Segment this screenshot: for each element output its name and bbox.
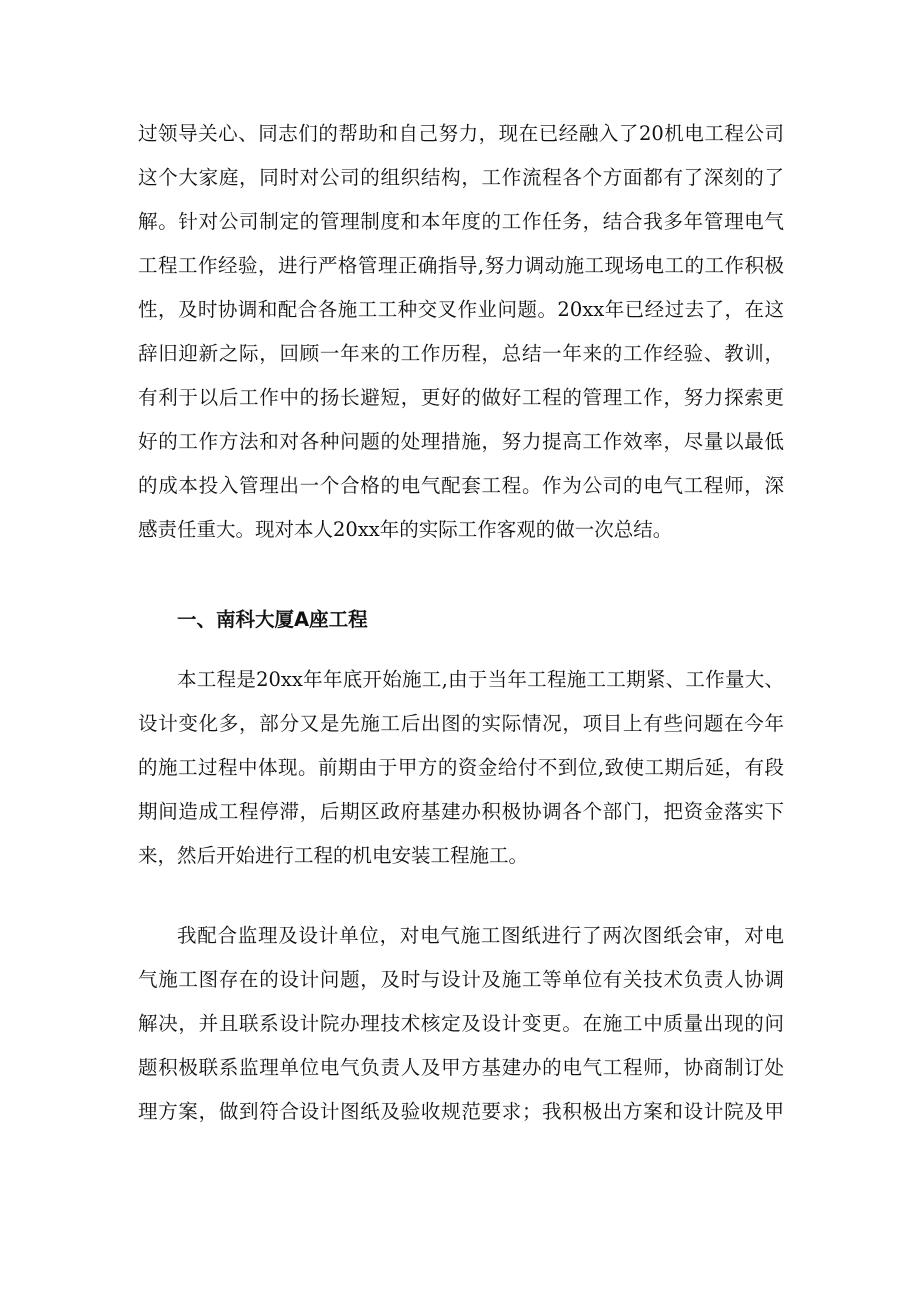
- paragraph-2-line-1: 本工程是20xx年年底开始施工,由于当年工程施工工期紧、工作量大、: [177, 668, 784, 691]
- paragraph-1-line-10: 感责任重大。现对本人20xx年的实际工作客观的做一次总结。: [138, 518, 673, 541]
- paragraph-3-line-1: 我配合监理及设计单位，对电气施工图纸进行了两次图纸会审，对电: [177, 924, 784, 947]
- paragraph-2-line-5: 来，然后开始进行工程的机电安装工程施工。: [138, 844, 529, 867]
- paragraph-2-line-2: 设计变化多，部分又是先施工后出图的实际情况，项目上有些问题在今年: [138, 712, 784, 735]
- paragraph-1-line-6: 辞旧迎新之际，回顾一年来的工作历程，总结一年来的工作经验、教训，: [138, 342, 784, 365]
- paragraph-1-line-9: 的成本投入管理出一个合格的电气配套工程。作为公司的电气工程师，深: [138, 474, 784, 497]
- paragraph-3-line-3: 解决，并且联系设计院办理技术核定及设计变更。在施工中质量出现的问: [138, 1012, 784, 1035]
- paragraph-1-line-4: 工程工作经验，进行严格管理正确指导,努力调动施工现场电工的工作积极: [138, 254, 784, 277]
- paragraph-1-line-1: 过领导关心、同志们的帮助和自己努力，现在已经融入了20机电工程公司: [138, 122, 784, 145]
- paragraph-2-line-3: 的施工过程中体现。前期由于甲方的资金给付不到位,致使工期后延，有段: [138, 756, 784, 779]
- paragraph-3-line-4: 题积极联系监理单位电气负责人及甲方基建办的电气工程师，协商制订处: [138, 1056, 784, 1079]
- paragraph-1-line-5: 性，及时协调和配合各施工工种交叉作业问题。20xx年已经过去了，在这: [138, 298, 784, 321]
- section-heading: 一、南科大厦A座工程: [177, 608, 368, 631]
- paragraph-1-line-7: 有利于以后工作中的扬长避短，更好的做好工程的管理工作，努力探索更: [138, 386, 784, 409]
- paragraph-1-line-3: 解。针对公司制定的管理制度和本年度的工作任务，结合我多年管理电气: [138, 210, 784, 233]
- paragraph-2-line-4: 期间造成工程停滞，后期区政府基建办积极协调各个部门，把资金落实下: [138, 800, 784, 823]
- paragraph-1-line-2: 这个大家庭，同时对公司的组织结构，工作流程各个方面都有了深刻的了: [138, 166, 784, 189]
- paragraph-3-line-5: 理方案，做到符合设计图纸及验收规范要求；我积极出方案和设计院及甲: [138, 1100, 784, 1123]
- paragraph-1-line-8: 好的工作方法和对各种问题的处理措施，努力提高工作效率，尽量以最低: [138, 430, 784, 453]
- paragraph-3-line-2: 气施工图存在的设计问题，及时与设计及施工等单位有关技术负责人协调: [138, 968, 784, 991]
